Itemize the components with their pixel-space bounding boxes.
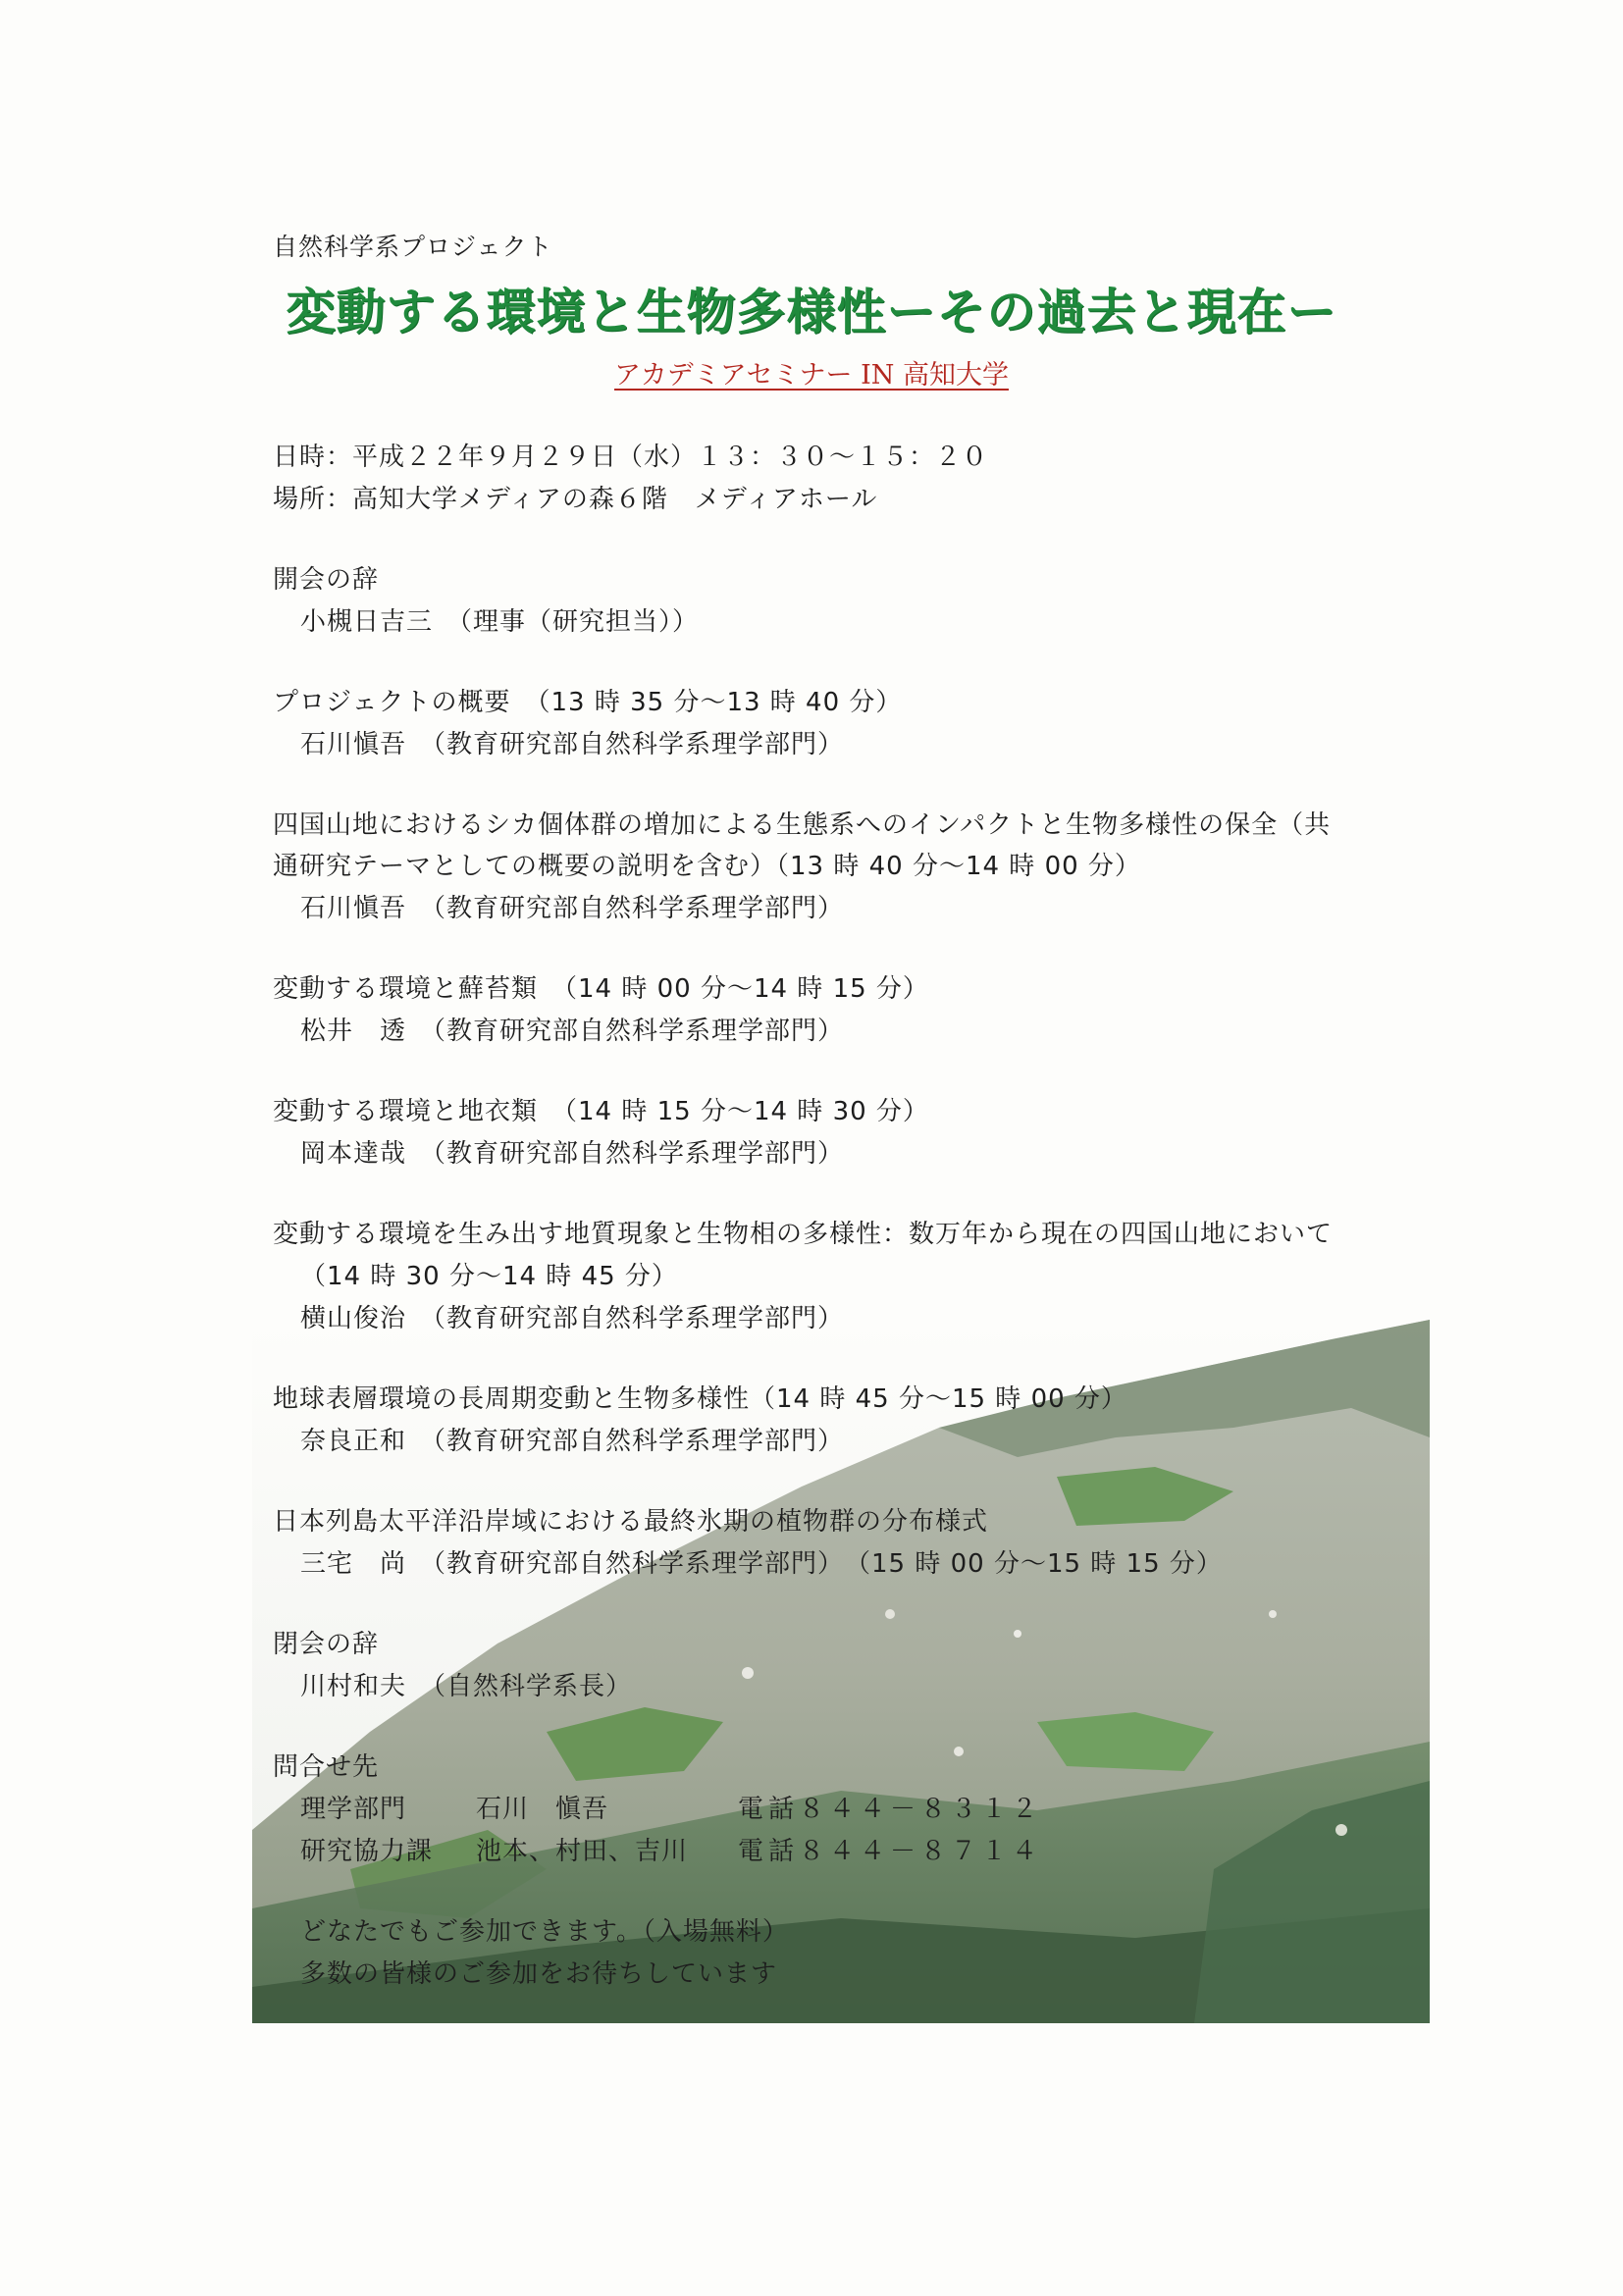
program-title: 変動する環境と蘚苔類 （14 時 00 分～14 時 15 分） (273, 974, 929, 1004)
page-title: 変動する環境と生物多様性ーその過去と現在ー (286, 284, 1337, 340)
program-person: 川村和夫 （自然科学系長） (300, 1672, 633, 1701)
program-title: 地球表層環境の長周期変動と生物多様性（14 時 45 分～15 時 00 分） (273, 1384, 1127, 1414)
contact-names: 池本、村田、吉川 (476, 1837, 689, 1866)
contact-names: 石川 愼吾 (476, 1795, 609, 1824)
contact-phone: 電話８４４－８７１４ (738, 1837, 1043, 1866)
program-title-cont: 通研究テーマとしての概要の説明を含む）（13 時 40 分～14 時 00 分） (273, 852, 1141, 881)
program-person: 岡本達哉 （教育研究部自然科学系理学部門） (300, 1139, 845, 1169)
program-title: 開会の辞 (273, 565, 380, 595)
program-title: 四国山地におけるシカ個体群の増加による生態系へのインパクトと生物多様性の保全（共 (273, 810, 1332, 840)
program-title: 変動する環境を生み出す地質現象と生物相の多様性：数万年から現在の四国山地において (273, 1220, 1334, 1249)
invitation-note: 多数の皆様のご参加をお待ちしています (300, 1959, 778, 1989)
contact-dept: 研究協力課 (300, 1837, 434, 1866)
program-person: 松井 透 （教育研究部自然科学系理学部門） (300, 1017, 845, 1046)
program-person: 三宅 尚 （教育研究部自然科学系理学部門） （15 時 00 分～15 時 15 分） (300, 1549, 1223, 1579)
seminar-subtitle: アカデミアセミナー IN 高知大学 (614, 360, 1009, 391)
program-person: 石川愼吾 （教育研究部自然科学系理学部門） (300, 730, 845, 759)
project-label: 自然科学系プロジェクト (273, 233, 553, 261)
program-person: 奈良正和 （教育研究部自然科学系理学部門） (300, 1427, 845, 1456)
contact-dept: 理学部門 (300, 1795, 407, 1824)
program-title: 日本列島太平洋沿岸域における最終氷期の植物群の分布様式 (273, 1507, 989, 1537)
program-person: 横山俊治 （教育研究部自然科学系理学部門） (300, 1304, 845, 1333)
program-person: 石川愼吾 （教育研究部自然科学系理学部門） (300, 894, 845, 923)
program-title: プロジェクトの概要 （13 時 35 分～13 時 40 分） (273, 688, 903, 717)
event-venue: 場所：高知大学メディアの森６階 メディアホール (273, 485, 878, 514)
program-title: 閉会の辞 (273, 1630, 380, 1659)
event-datetime: 日時：平成２２年９月２９日（水）１３：３０～１５：２０ (273, 443, 989, 472)
program-person: 小槻日吉三 （理事（研究担当）） (300, 607, 700, 637)
contact-heading: 問合せ先 (273, 1752, 380, 1782)
program-title-cont: （14 時 30 分～14 時 45 分） (300, 1262, 678, 1291)
admission-note: どなたでもご参加できます。（入場無料） (300, 1917, 789, 1947)
program-title: 変動する環境と地衣類 （14 時 15 分～14 時 30 分） (273, 1097, 929, 1126)
contact-phone: 電話８４４－８３１２ (738, 1795, 1043, 1824)
